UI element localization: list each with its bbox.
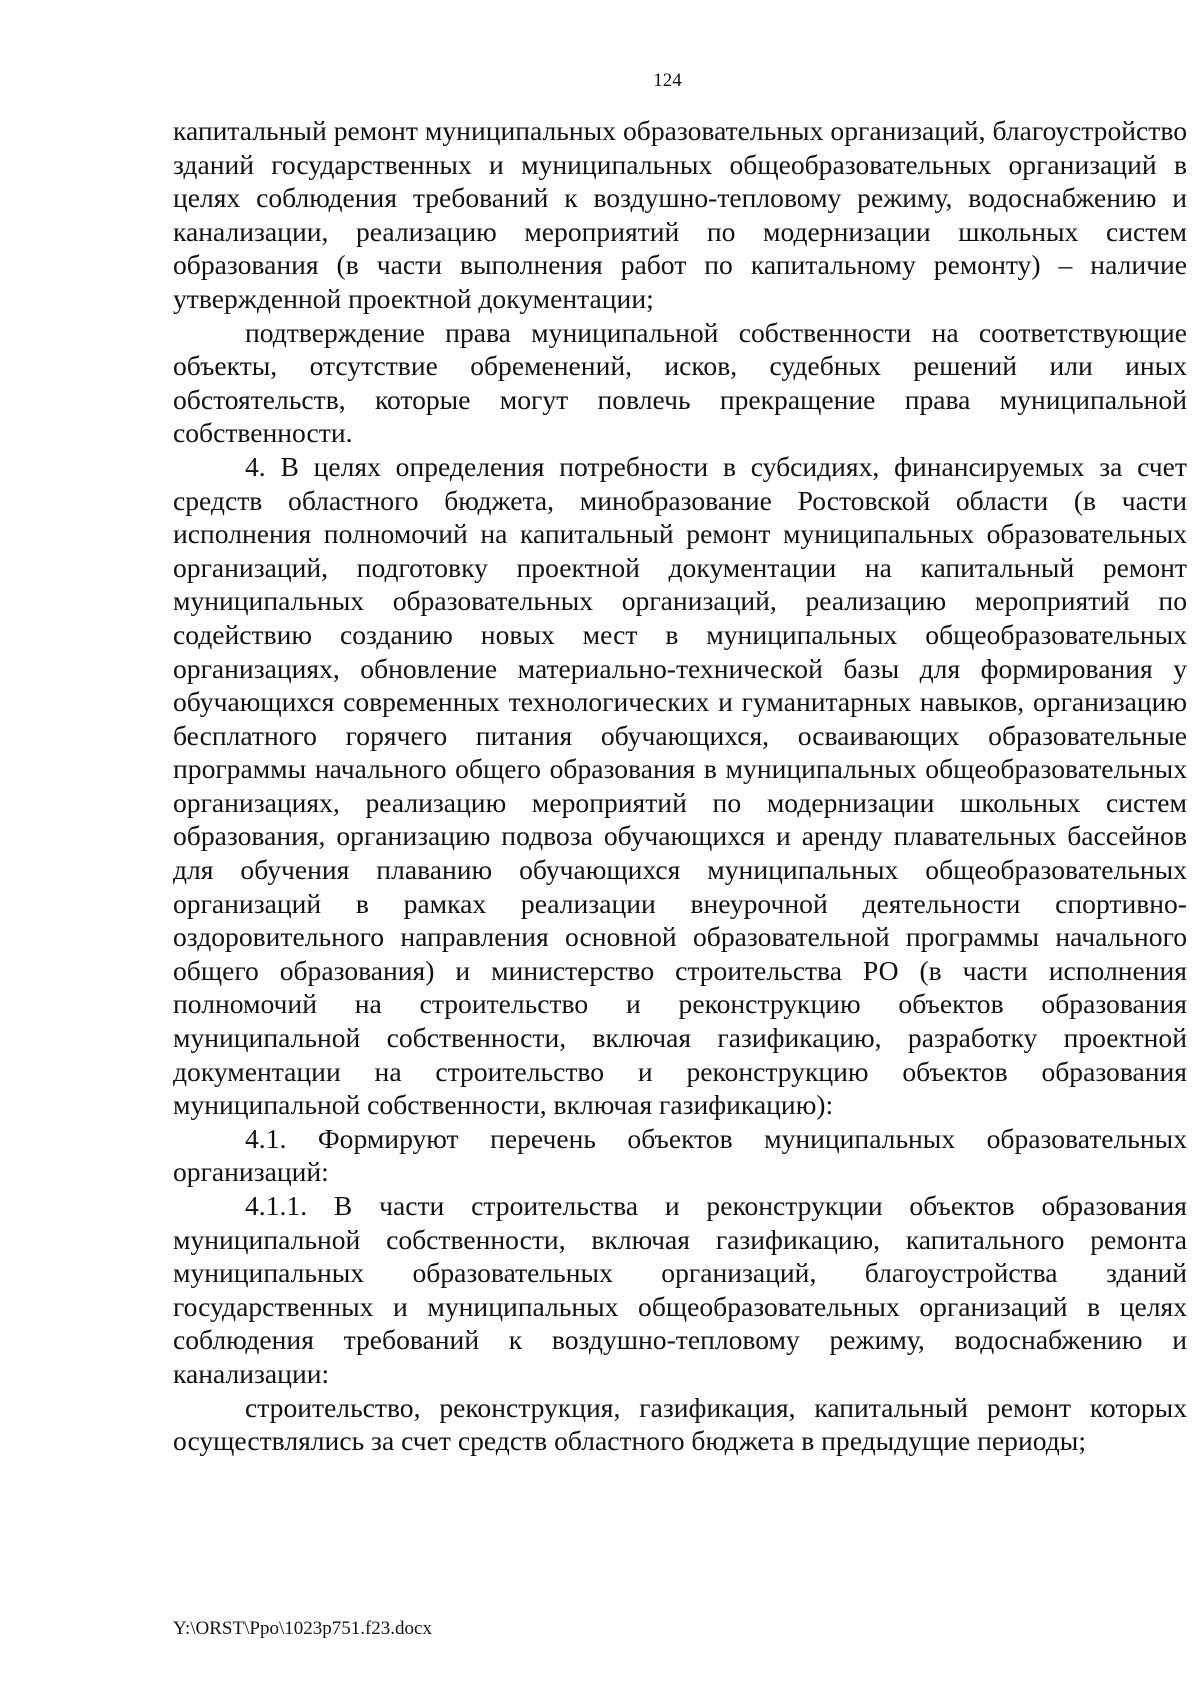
document-body <box>173 114 1187 1458</box>
footer-file-path: Y:\ORST\Ppo\1023p751.f23.docx <box>173 1618 432 1639</box>
paragraph-prior-periods: строительство, реконструкция, газификация, капитальный ремонт которых осуществлялись за счет средств областного бюджета в предыдущие периоды; <box>173 1391 1187 1457</box>
paragraph-ownership-confirmation: подтверждение права муниципальной собственности на соответствующие объекты, отсутствие обременений, исков, судебных решений или иных обстоятельств, которые могут повлечь прекращение права муниципальной собственности. <box>173 316 1187 449</box>
page-number: 124 <box>653 70 682 91</box>
paragraph-item-4-1: 4.1. Формируют перечень объектов муниципальных образовательных организаций: <box>173 1122 1187 1188</box>
paragraph-capital-repair-docs: капитальный ремонт муниципальных образовательных организаций, благоустройство зданий государственных и муниципальных общеобразовательных организаций в целях соблюдения требований к воздушно-тепловому режиму, водоснабжению и канализации, реализацию мероприятий по модернизации школьных систем образования (в части выполнения работ по капитальному ремонту) – наличие утвержденной проектной документации; <box>173 115 1187 314</box>
paragraph-item-4-1-1: 4.1.1. В части строительства и реконструкции объектов образования муниципальной собственности, включая газификацию, капитального ремонта муниципальных образовательных организаций, благоустройства зданий государственных и муниципальных общеобразовательных организаций в целях соблюдения требований к воздушно-тепловому режиму, водоснабжению и канализации: <box>173 1190 1187 1389</box>
paragraph-item-4: 4. В целях определения потребности в субсидиях, финансируемых за счет средств областного бюджета, минобразование Ростовской области (в части исполнения полномочий на капитальный ремонт муниципальных образовательных организаций, подготовку проектной документации на капитальный ремонт муниципальных образовательных организаций, реализацию мероприятий по содействию созданию новых мест в муниципальных общеобразовательных организациях, обновление материально-технической базы для формирования у обучающихся современных технологических и гуманитарных навыков, организацию бесплатного горячего питания обучающихся, осваивающих образовательные программы начального общего образования в муниципальных общеобразовательных организациях, реализацию мероприятий по модернизации школьных систем образования, организацию подвоза обучающихся и аренду плавательных бассейнов для обучения плаванию обучающихся муниципальных общеобразовательных организаций в рамках реализации внеурочной деятельности спортивно-оздоровительного направления основной образовательной программы начального общего образования) и министерство строительства РО (в части исполнения полномочий на строительство и реконструкцию объектов образования муниципальной собственности, включая газификацию, разработку проектной документации на строительство и реконструкцию объектов образования муниципальной собственности, включая газификацию): <box>173 450 1187 1121</box>
